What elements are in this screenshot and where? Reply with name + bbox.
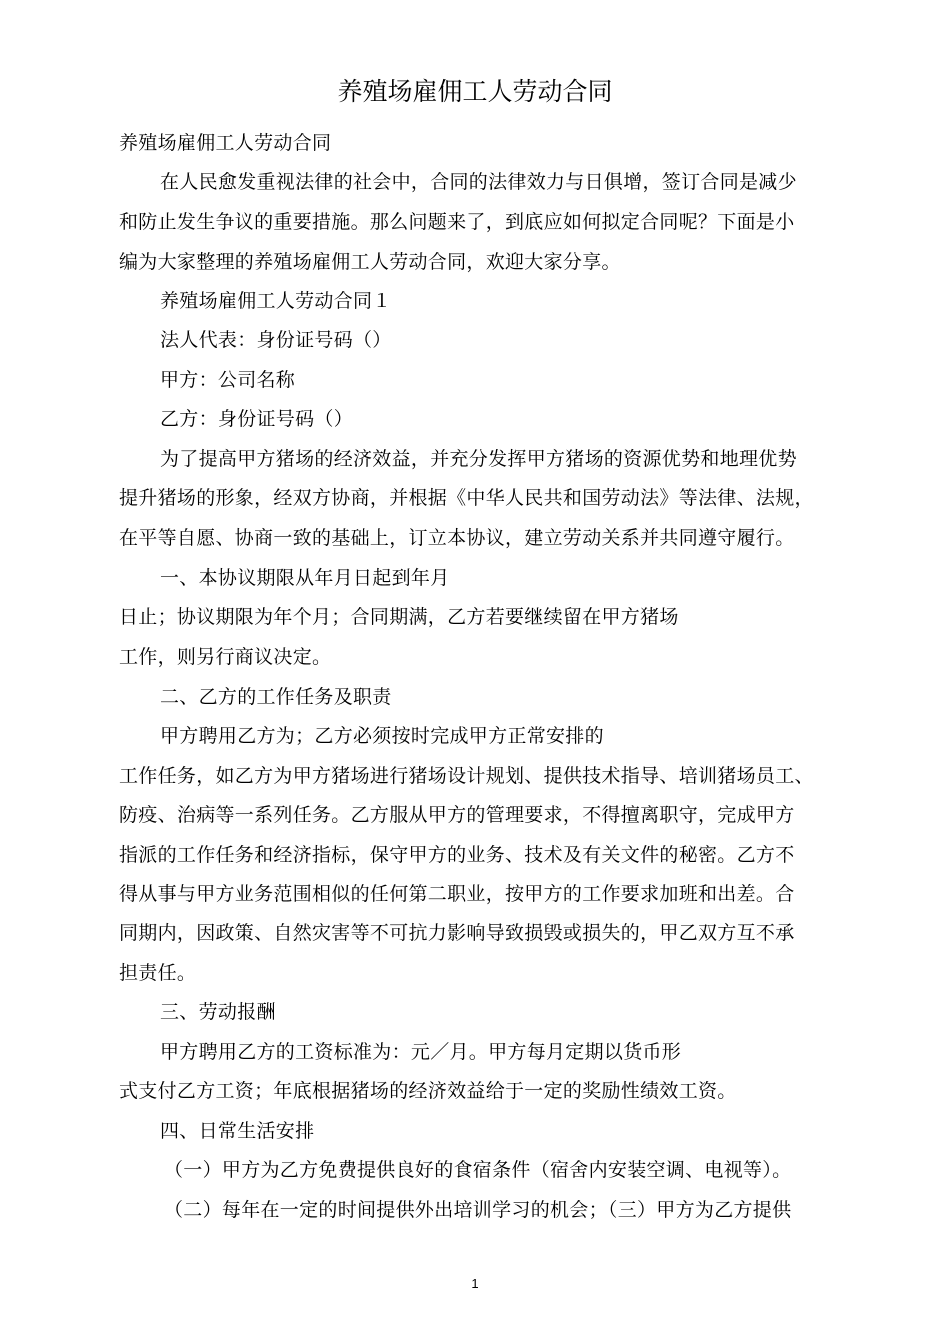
doc-line: 一、本协议期限从年月日起到年月 xyxy=(160,567,450,589)
doc-line: 甲方聘用乙方为；乙方必须按时完成甲方正常安排的 xyxy=(160,725,604,747)
doc-line: 养殖场雇佣工人劳动合同 xyxy=(119,132,332,154)
doc-line: 甲方：公司名称 xyxy=(160,369,296,391)
doc-line: 为了提高甲方猪场的经济效益，并充分发挥甲方猪场的资源优势和地理优势 xyxy=(160,448,797,470)
doc-line: 二、乙方的工作任务及职责 xyxy=(160,686,392,708)
doc-line: 乙方：身份证号码（） xyxy=(160,408,354,430)
doc-line: 在人民愈发重视法律的社会中，合同的法律效力与日俱增，签订合同是减少 xyxy=(160,171,797,193)
doc-line: 同期内，因政策、自然灾害等不可抗力影响导致损毁或损失的，甲乙双方互不承 xyxy=(119,922,795,944)
doc-line: 在平等自愿、协商一致的基础上，订立本协议，建立劳动关系并共同遵守履行。 xyxy=(119,527,795,549)
doc-line: 四、日常生活安排 xyxy=(160,1120,315,1142)
doc-line: 防疫、治病等一系列任务。乙方服从甲方的管理要求，不得擅离职守，完成甲方 xyxy=(119,804,795,826)
doc-line: 甲方聘用乙方的工资标准为：元／月。甲方每月定期以货币形 xyxy=(160,1041,682,1063)
doc-line: 担责任。 xyxy=(119,962,197,984)
doc-line: 式支付乙方工资；年底根据猪场的经济效益给于一定的奖励性绩效工资。 xyxy=(119,1080,737,1102)
page-number: 1 xyxy=(471,1276,479,1291)
doc-line: 编为大家整理的养殖场雇佣工人劳动合同，欢迎大家分享。 xyxy=(119,251,621,273)
doc-line: 工作，则另行商议决定。 xyxy=(119,646,332,668)
doc-line: 工作任务，如乙方为甲方猪场进行猪场设计规划、提供技术指导、培训猪场员工、 xyxy=(119,765,814,787)
doc-line: （二）每年在一定的时间提供外出培训学习的机会；（三）甲方为乙方提供 xyxy=(164,1199,792,1221)
doc-line: 日止；协议期限为年个月；合同期满，乙方若要继续留在甲方猪场 xyxy=(119,606,679,628)
doc-line: 和防止发生争议的重要措施。那么问题来了，到底应如何拟定合同呢？下面是小 xyxy=(119,211,795,233)
doc-line: 三、劳动报酬 xyxy=(160,1001,276,1023)
document-title: 养殖场雇佣工人劳动合同 xyxy=(337,77,613,106)
doc-line: 养殖场雇佣工人劳动合同１ xyxy=(160,290,392,312)
doc-line: 提升猪场的形象，经双方协商，并根据《中华人民共和国劳动法》等法律、法规， xyxy=(119,487,814,509)
doc-line: （一）甲方为乙方免费提供良好的食宿条件（宿舍内安装空调、电视等）。 xyxy=(164,1159,792,1181)
doc-line: 得从事与甲方业务范围相似的任何第二职业，按甲方的工作要求加班和出差。合 xyxy=(119,883,795,905)
doc-line: 指派的工作任务和经济指标，保守甲方的业务、技术及有关文件的秘密。乙方不 xyxy=(119,844,795,866)
doc-line: 法人代表：身份证号码（） xyxy=(160,329,392,351)
